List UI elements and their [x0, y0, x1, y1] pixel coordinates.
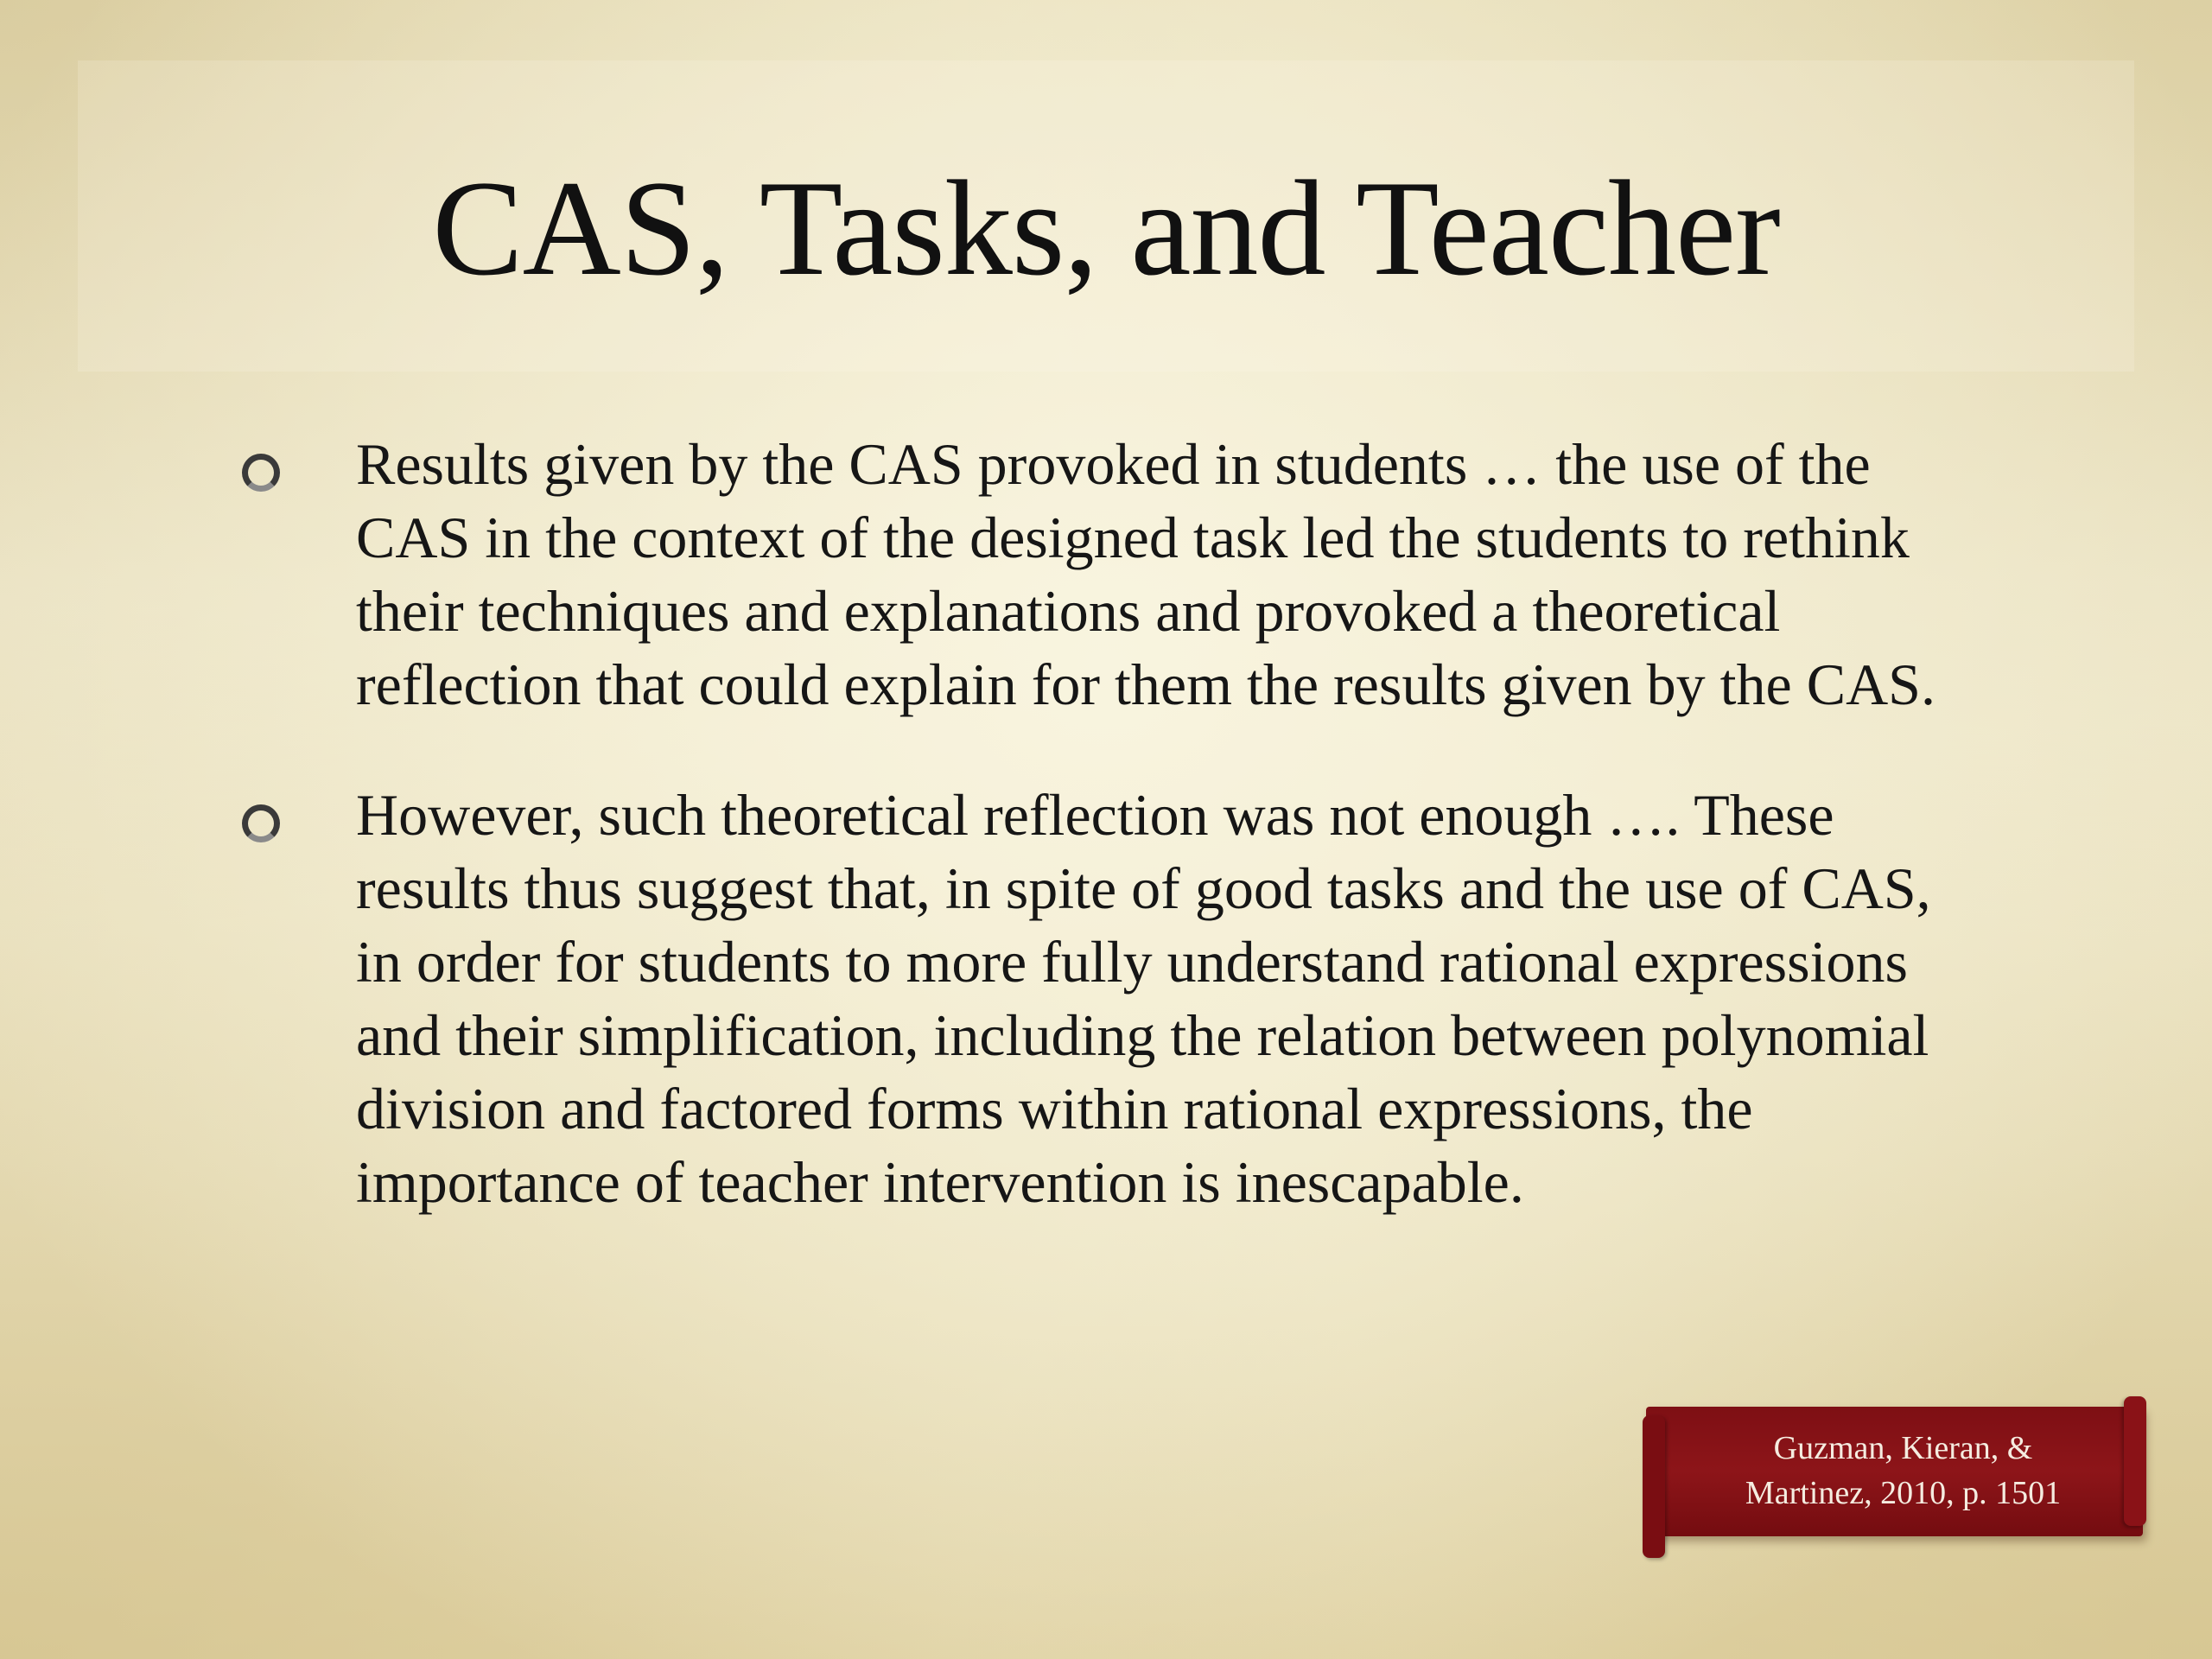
- slide-title: CAS, Tasks, and Teacher: [432, 153, 1780, 304]
- citation-line-1: Guzman, Kieran, &: [1773, 1430, 2033, 1466]
- hollow-circle-bullet-icon: [242, 454, 280, 492]
- bullet-text: However, such theoretical reflection was not enough …. These results thus suggest that, in spite of good tasks and the use of CAS, in order for students to more fully understand rational expressions and their simplification, including the relation between polynomial division and factored forms within rational expressions, the importance of teacher intervention is inescapable.: [356, 782, 1931, 1215]
- citation-banner: [1646, 1407, 2143, 1536]
- bullet-item: [242, 779, 1987, 1219]
- hollow-circle-bullet-icon: [242, 804, 280, 842]
- bullet-text: Results given by the CAS provoked in students … the use of the CAS in the context of the designed task led the students to rethink their techniques and explanations and provoked a theoretical reflection that could explain for them the results given by the CAS.: [356, 431, 1936, 717]
- citation-line-2: Martinez, 2010, p. 1501: [1745, 1475, 2062, 1511]
- bullet-item: [242, 428, 1987, 721]
- citation-text: [1672, 1426, 2134, 1516]
- bullet-list: [242, 428, 1987, 1276]
